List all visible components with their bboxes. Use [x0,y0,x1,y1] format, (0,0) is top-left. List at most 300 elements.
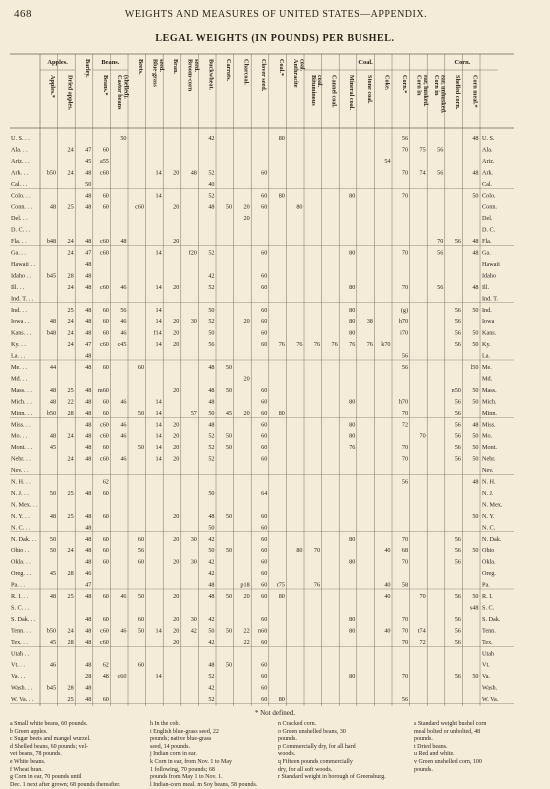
table-cell: 28 [67,272,74,280]
footnote-line: t Dried beans. [414,743,448,750]
table-cell: 48 [85,386,92,394]
footnote-line: pounds. [278,736,297,743]
row-state-right: Md. [482,375,493,383]
table-cell: 48 [85,192,92,200]
row-state-right: Ind. T. [482,295,499,303]
table-cell: 56 [401,696,409,704]
table-cell: 38 [366,318,373,326]
row-state-right: N. H. [482,478,496,486]
table-cell: 52 [208,192,215,200]
footnote-line: d Shelled beans, 60 pounds; vel- [10,743,88,750]
row-state-right: Hawaii [482,260,500,268]
table-cell: 50 [472,192,479,200]
table-cell: 60 [102,306,109,314]
table-cell: 24 [67,455,74,463]
table-cell: 45 [225,409,233,417]
table-cell: 56 [454,341,461,349]
table-cell: 48 [49,386,57,394]
row-state: Conn. . . [11,203,33,211]
group-label: Beans. [101,59,120,66]
table-cell: 70 [401,146,409,154]
table-cell: 47 [85,249,92,257]
row-state: Utah . . [11,650,30,658]
table-cell: 48 [85,489,92,497]
table-cell: 76 [296,341,303,349]
table-cell: 48 [85,238,92,246]
table-cell: 45 [85,157,92,165]
table-cell: 48 [190,169,197,177]
footnote-line: h In the cob. [150,721,180,727]
row-state-right: Ind. [482,306,492,314]
table-cell: 14 [155,169,162,177]
table-cell: 56 [454,558,461,566]
table-cell: 56 [454,329,461,337]
table-cell: f14 [153,329,162,337]
table-cell: 44 [49,364,57,371]
row-state-right: Ohio [482,547,495,555]
table-cell: 60 [261,581,268,589]
table-cell: 20 [173,558,180,566]
row-state: D. C. . . [11,226,31,234]
row-state-right: W. Va. [482,696,499,704]
row-state-right: Ala. [482,146,493,154]
table-cell: 47 [85,581,92,589]
table-cell: 50 [208,627,215,635]
table-cell: 76 [331,341,338,349]
table-cell: 14 [155,192,162,200]
table-cell: 62 [102,661,109,669]
table-cell: 28 [85,673,92,681]
row-state-right: N. Y. [482,512,495,520]
table-cell: c60 [99,432,109,440]
table-cell: 70 [419,432,426,440]
table-cell: 60 [261,661,268,669]
footnote-line: pounds. [414,766,433,773]
row-state: Ala. . . [11,146,28,154]
row-state-right: N. C. [482,524,496,532]
table-cell: 60 [261,638,268,646]
table-cell: 48 [85,593,92,600]
table-cell: 25 [67,489,74,497]
table-cell: 42 [208,272,215,280]
table-svg [0,50,550,706]
table-cell: 60 [102,364,109,371]
table-cell: 60 [261,684,268,692]
row-state-right: Oreg. [482,570,496,578]
table-cell: 56 [454,444,461,452]
table-cell: 70 [401,249,409,257]
row-state-right: Idaho [482,272,497,280]
table-cell: 48 [85,627,92,635]
table-cell: 54 [384,157,391,165]
row-state: U. S. . . [11,135,30,142]
table-cell: 48 [49,512,57,520]
table-cell: 42 [208,535,215,543]
table-cell: 50 [225,432,233,440]
table-cell: 30 [190,615,197,623]
table-cell: 60 [261,535,268,543]
table-cell: 20 [173,444,180,452]
footnote-line: g Corn in ear, 70 pounds until [10,774,82,781]
table-cell: 60 [102,696,109,704]
table-cell: 48 [85,547,92,555]
table-cell: c60 [99,455,109,463]
table-cell: 52 [208,444,215,452]
table-cell: 48 [85,409,92,417]
table-cell: b48 [46,329,57,337]
footnotes-column-2 [150,721,257,789]
footnote-line: i English blue-grass seed, 22 [150,728,219,735]
table-cell: 48 [85,696,92,704]
table-cell: 48 [102,673,109,681]
table-cell: 60 [261,432,268,440]
table-cell: 24 [67,432,74,440]
table-cell: 60 [102,444,109,452]
table-cell: 48 [208,386,215,394]
table-cell: 25 [67,306,74,314]
row-state-right: Ga. [482,249,491,257]
row-state-right: Pa. [482,581,490,589]
row-state-right: R. I. [482,593,493,600]
footnotes-column-4 [414,721,486,774]
table-cell: 46 [120,455,127,463]
row-state: Ind. T. . . [11,295,34,303]
table-cell: 48 [85,558,92,566]
row-state-right: D. C. [482,226,496,234]
footnotes-column-3 [278,721,386,782]
column-header: Shelled corn. [453,75,461,110]
row-state: S. Dak. . . [11,615,36,623]
row-state: Kans. . . [11,329,32,337]
row-state: Pa. . . [11,581,25,589]
footnote-line: p Commercially dry, for all hard [278,743,356,750]
table-cell: 70 [313,547,321,555]
table-cell: 24 [67,627,74,635]
table-cell: 48 [85,306,92,314]
table-cell: 56 [208,341,215,349]
column-header: Carrots. [225,59,232,82]
table-cell: 50 [472,306,479,314]
table-cell: 20 [173,169,180,177]
row-state-right: Minn. [482,409,497,417]
table-cell: 76 [313,341,321,349]
table-cell: 48 [472,169,479,177]
table-cell: 20 [173,432,180,440]
table-cell: 48 [85,169,92,177]
table-cell: b50 [46,627,57,635]
table-cell: 20 [173,627,180,635]
footnote-line: pounds from May 1 to Nov. 1. [150,774,223,781]
table-cell: 24 [67,238,74,246]
table-cell: 48 [208,398,215,406]
table-cell: 56 [454,638,461,646]
table-cell: 50 [472,341,479,349]
table-cell: 48 [85,203,92,211]
footnote-line: woods. [278,751,296,758]
footnote-line: 1 following, 70 pounds; 68 [150,766,215,773]
table-cell: 47 [85,341,92,349]
row-state: Wash. . . [11,684,33,692]
table-cell: 50 [208,306,215,314]
table-cell: 60 [261,329,268,337]
table-cell: 80 [278,409,285,417]
table-cell: 40 [384,627,391,635]
footnote-line: a Small white beans, 60 pounds. [10,721,88,727]
table-cell: 14 [155,627,162,635]
table-cell: 50 [49,489,57,497]
row-state-right: Nebr. [482,455,496,463]
table-cell: 48 [472,249,479,257]
table-cell: 64 [261,489,268,497]
row-state-right: Kans. [482,329,497,337]
row-state: Iowa . . [11,318,30,326]
row-state-right: Miss. [482,421,496,429]
table-cell: 60 [261,169,268,177]
table-cell: 80 [278,593,285,600]
table-cell: 42 [208,570,215,578]
column-header: ear, unhusked. [439,75,447,114]
column-header: Corn meal.* [471,75,479,108]
table-cell: 46 [85,570,92,578]
table-cell: 25 [67,512,74,520]
row-state: Mich. . . [11,398,32,406]
table-cell: 52 [208,169,215,177]
table-cell: 80 [349,398,356,406]
table-cell: 60 [102,489,109,497]
table-cell: 24 [67,341,74,349]
table-cell: 14 [155,306,162,314]
table-cell: 50 [120,135,127,142]
table-cell: 24 [67,283,74,291]
table-cell: b48 [46,238,57,246]
table-cell: 50 [472,432,479,440]
table-cell: 46 [120,318,127,326]
table-cell: 48 [85,524,92,532]
table-cell: 50 [225,627,233,635]
row-state: Ga. . . [11,249,26,257]
footnote-line: c Sugar beets and mangel wurzel. [10,736,91,743]
table-cell: 42 [208,135,215,142]
row-state: Ark. . . [11,169,29,177]
row-state-right: N. Dak. [482,535,502,543]
table-cell: 80 [349,535,356,543]
table-cell: 80 [296,203,303,211]
row-state: Ariz. . . [11,157,30,165]
table-cell: 50 [208,409,215,417]
footnote-line: f Wheat bran. [10,766,43,773]
row-state: W. Va. . . [11,696,34,704]
table-cell: 56 [454,409,461,417]
row-state: Ill. . . [11,283,25,291]
table-cell: 28 [67,409,74,417]
table-cell: 20 [173,341,180,349]
row-state: N. Dak. . . [11,535,37,543]
table-cell: 30 [190,318,197,326]
table-cell: 48 [85,364,92,371]
table-cell: 60 [261,593,268,600]
table-cell: 48 [85,615,92,623]
table-cell: p18 [240,581,250,589]
column-header: Corn.* [401,75,408,94]
table-cell: 60 [102,318,109,326]
row-state-right: Okla. [482,558,496,566]
table-cell: k70 [381,341,391,349]
column-header: Corn in [415,75,423,96]
table-cell: 80 [349,558,356,566]
row-state-right: N. J. [482,489,494,497]
footnote-line: seed, 14 pounds. [150,743,190,750]
table-cell: 14 [155,249,162,257]
table-cell: 60 [261,558,268,566]
table-cell: 30 [190,535,197,543]
table-cell: 60 [102,146,109,154]
table-cell: 56 [454,547,461,555]
group-label: Coal. [358,59,373,66]
row-state: Cal. . . [11,180,28,188]
table-cell: 50 [208,547,215,555]
table-cell: 48 [208,661,215,669]
footnote-line: vet beans, 78 pounds. [10,751,62,758]
table-cell: 60 [261,421,268,429]
table-cell: 45 [49,570,57,578]
footnote-line: u Red and white. [414,751,455,758]
group-label: Corn. [454,59,471,66]
table-cell: 56 [454,593,461,600]
row-state: Ind. . . [11,306,27,314]
table-cell: 48 [49,432,57,440]
column-header: ear, husked. [421,75,429,107]
table-cell: 25 [67,203,74,211]
table-cell: 50 [137,444,145,452]
table-cell: c60 [99,238,109,246]
table-cell: 50 [472,455,479,463]
table-cell: 14 [155,432,162,440]
column-header: Stone coal. [365,75,373,104]
table-cell: 70 [401,638,409,646]
table-cell: 20 [173,318,180,326]
row-state-right: Mich. [482,398,497,406]
table-cell: n60 [258,627,268,635]
table-cell: 45 [49,444,57,452]
table-cell: 48 [85,661,92,669]
table-cell: 22 [243,627,250,635]
table-cell: 60 [261,570,268,578]
table-cell: 40 [384,547,391,555]
table-cell: 50 [472,329,479,337]
table-cell: 60 [261,341,268,349]
table-cell: 80 [349,615,356,623]
table-cell: 70 [401,558,409,566]
column-header: seed. [157,59,165,72]
table-cell: 46 [120,593,127,600]
table-cell: 56 [437,146,444,154]
table-cell: 57 [190,409,197,417]
footnote-line: n Cracked corn. [278,721,317,727]
row-state-right: Del. [482,215,493,223]
table-cell: 56 [454,455,461,463]
table-cell: 48 [472,421,479,429]
table-cell: 25 [67,696,74,704]
table-cell: 40 [208,180,215,188]
table-cell: 50 [208,489,215,497]
table-cell: 60 [261,318,268,326]
row-state: Mo. . . [11,432,28,440]
table-cell: 14 [155,421,162,429]
table-cell: 60 [102,409,109,417]
table-cell: 50 [472,593,479,600]
table-cell: 80 [278,192,285,200]
table-cell: 40 [384,581,391,589]
table-cell: h70 [398,318,409,326]
footnote-line: k Corn in ear, from Nov. 1 to May [150,758,233,765]
row-state-right: S. Dak. [482,615,501,623]
table-cell: 14 [155,398,162,406]
table-cell: 50 [225,444,233,452]
table-cell: b50 [46,409,57,417]
table-cell: 20 [173,283,180,291]
table-cell: 50 [472,512,479,520]
table-cell: 60 [261,512,268,520]
table-cell: 56 [401,135,409,142]
table-cell: 60 [137,615,145,623]
footnote-line: q Fifteen pounds commercially [278,758,353,765]
table-cell: 80 [349,318,356,326]
table-cell: 20 [173,615,180,623]
table-cell: 74 [419,169,426,177]
table-cell: 46 [120,421,127,429]
table-cell: 52 [208,673,215,681]
row-state: N. Mex. . . [11,501,38,509]
column-header: Beans.* [101,75,109,96]
row-state-right: Cal. [482,180,493,188]
row-state: R. I. . . [11,593,29,600]
table-cell: 20 [243,409,250,417]
table-cell: 50 [85,180,92,188]
table-cell: 42 [208,615,215,623]
table-cell: 60 [261,547,268,555]
table-cell: 20 [243,375,250,383]
column-header: Corn in [433,75,440,96]
table-cell: 56 [454,535,461,543]
weights-table [0,50,550,706]
row-state: Mont. . . [11,444,33,452]
table-cell: 70 [401,192,409,200]
table-cell: 60 [261,283,268,291]
table-cell: 50 [225,661,233,669]
row-state-right: U. S. [482,135,495,142]
row-state-right: Mont. [482,444,497,452]
table-cell: 60 [102,203,109,211]
table-cell: b45 [46,684,57,692]
footnote-line: pounds. [414,736,433,743]
table-cell: 56 [401,352,409,360]
table-cell: 56 [454,318,461,326]
table-cell: 14 [155,673,162,681]
table-cell: b50 [46,169,57,177]
row-state: Ky. . . [11,341,26,349]
table-cell: 48 [472,478,479,486]
table-cell: 48 [85,272,92,280]
table-title: LEGAL WEIGHTS (IN POUNDS) PER BUSHEL. [155,33,395,44]
table-cell: 48 [208,364,215,371]
row-state-right: La. [482,352,491,360]
table-cell: 50 [208,524,215,532]
table-cell: 30 [190,558,197,566]
table-cell: 50 [225,386,233,394]
row-state: La. . . [11,352,26,360]
table-cell: 20 [173,238,180,246]
footnote-line: e White beans. [10,758,46,765]
